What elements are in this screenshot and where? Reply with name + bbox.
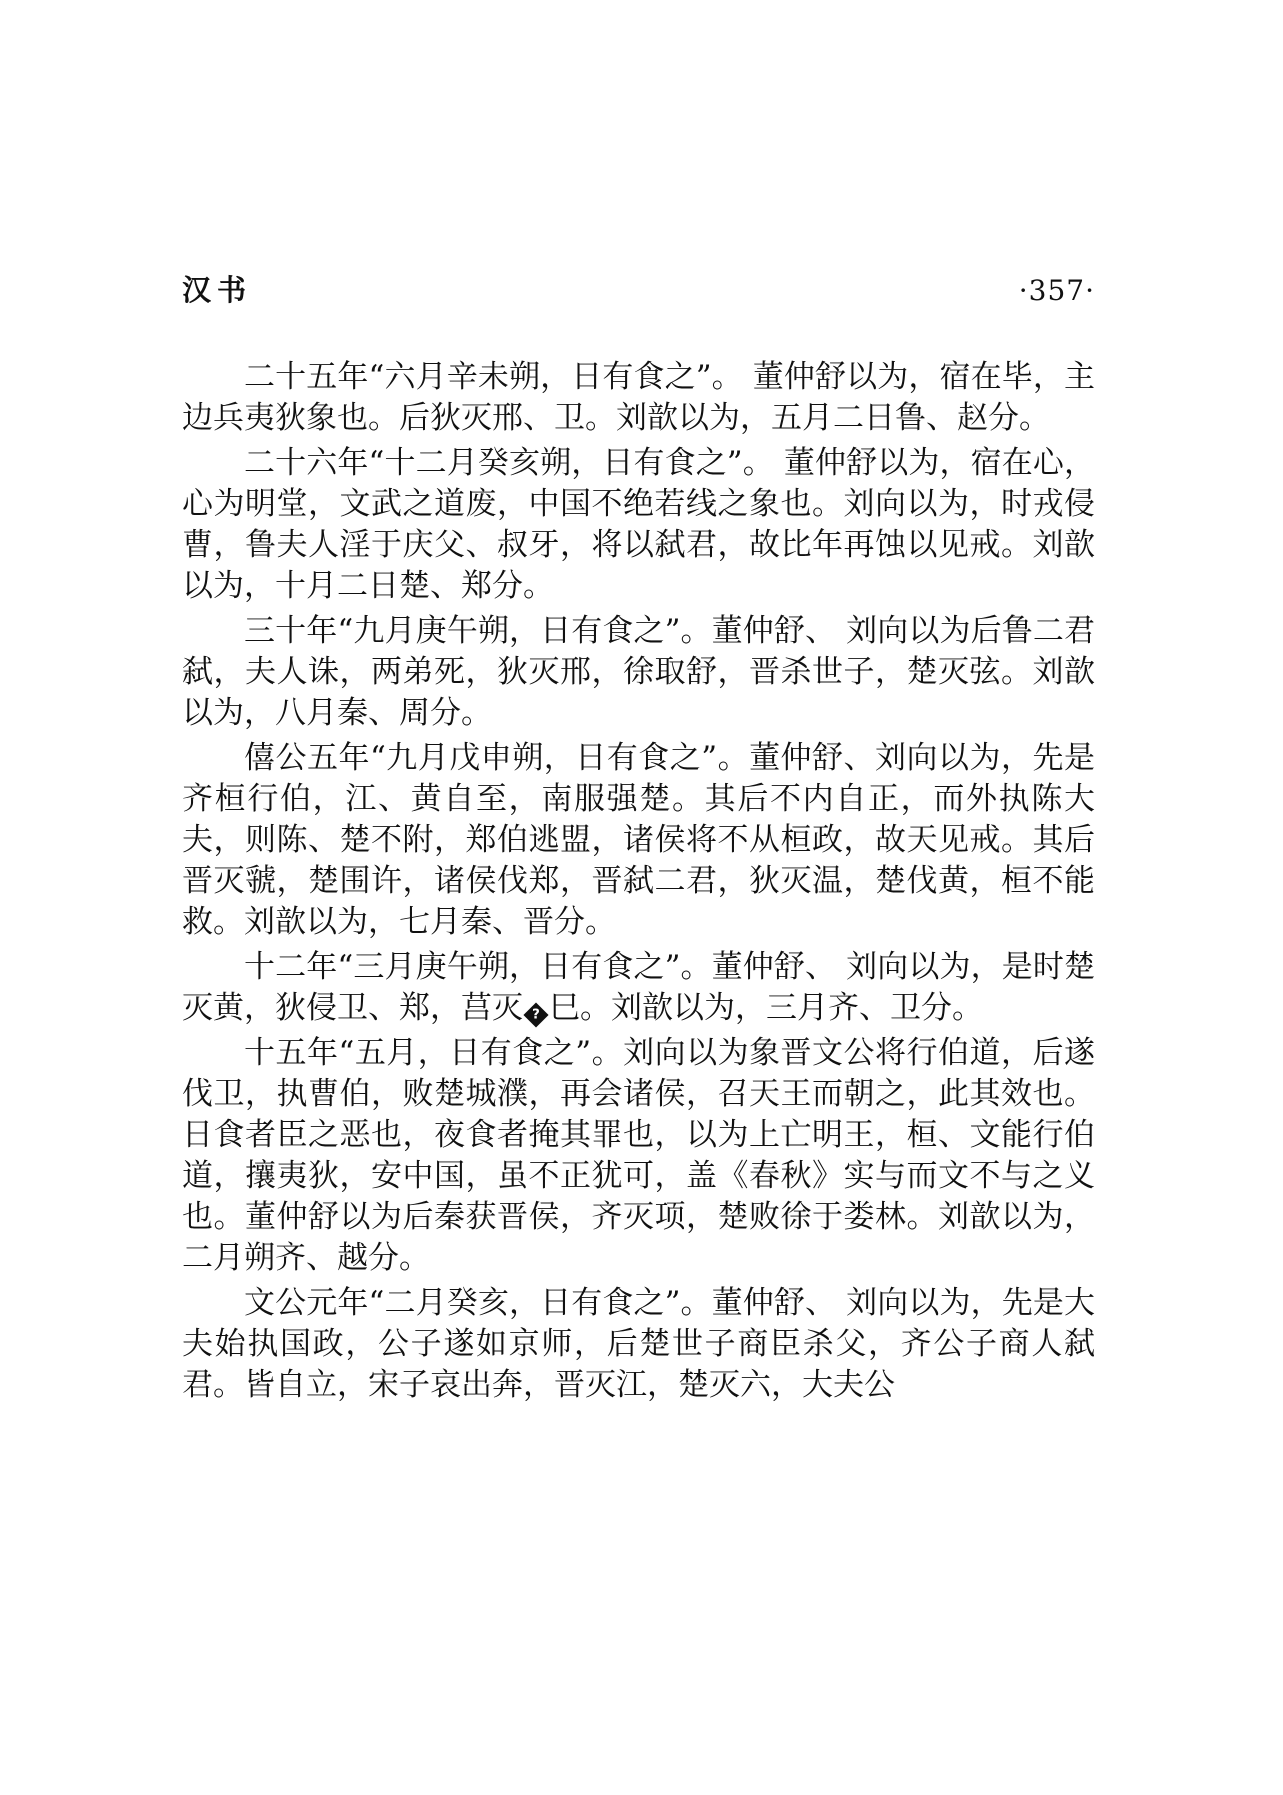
book-title: 汉书 — [182, 273, 253, 307]
paragraph-7: 文公元年“二月癸亥，日有食之”。董仲舒、 刘向以为，先是大夫始执国政，公子遂如京师，后楚世子商臣杀父，齐公子商人弑君。皆自立，宋子哀出奔，晋灭江，楚灭六，大夫公 — [182, 1285, 1095, 1403]
paragraph-5-before-glyph: 十二年“三月庚午朔，日有食之”。董仲舒、 刘向以为，是时楚灭黄，狄侵卫、郑，莒灭 — [182, 949, 1095, 1026]
paragraph-4: 僖公五年“九月戊申朔，日有食之”。董仲舒、刘向以为，先是齐桓行伯，江、黄自至，南服强楚。其后不内自正，而外执陈大夫，则陈、楚不附，郑伯逃盟，诸侯将不从桓政，故天见戒。其后晋灭虢，楚围许，诸侯伐郑，晋弑二君，狄灭温，楚伐黄，桓不能救。刘歆以为，七月秦、晋分。 — [182, 740, 1095, 940]
paragraph-5-after-glyph: 巳。刘歆以为，三月齐、卫分。 — [549, 990, 983, 1026]
missing-character-mark: ? — [532, 1006, 540, 1023]
missing-character-icon — [523, 1002, 548, 1027]
paragraph-1: 二十五年“六月辛未朔，日有食之”。 董仲舒以为，宿在毕，主边兵夷狄象也。后狄灭邢、卫。刘歆以为，五月二日鲁、赵分。 — [182, 359, 1095, 436]
paragraph-3: 三十年“九月庚午朔，日有食之”。董仲舒、 刘向以为后鲁二君弑，夫人诛，两弟死，狄灭邢，徐取舒，晋杀世子，楚灭弦。刘歆以为，八月秦、周分。 — [182, 613, 1095, 731]
page-header — [182, 270, 1095, 314]
paragraph-6: 十五年“五月，日有食之”。刘向以为象晋文公将行伯道，后遂伐卫，执曹伯，败楚城濮，再会诸侯，召天王而朝之，此其效也。日食者臣之恶也，夜食者掩其罪也，以为上亡明王，桓、文能行伯道，攘夷狄，安中国，虽不正犹可，盖《春秋》实与而文不与之义也。董仲舒以为后秦获晋侯，齐灭项，楚败徐于娄林。刘歆以为，二月朔齐、越分。 — [182, 1035, 1095, 1276]
paragraph-2: 二十六年“十二月癸亥朔，日有食之”。 董仲舒以为，宿在心，心为明堂，文武之道废，中国不绝若线之象也。刘向以为，时戎侵曹，鲁夫人淫于庆父、叔牙，将以弑君，故比年再蚀以见戒。刘歆以为，十月二日楚、郑分。 — [182, 445, 1095, 604]
page-number: ·357· — [1018, 274, 1095, 307]
main-text — [182, 357, 1095, 1406]
paragraph-5 — [182, 947, 1095, 1029]
